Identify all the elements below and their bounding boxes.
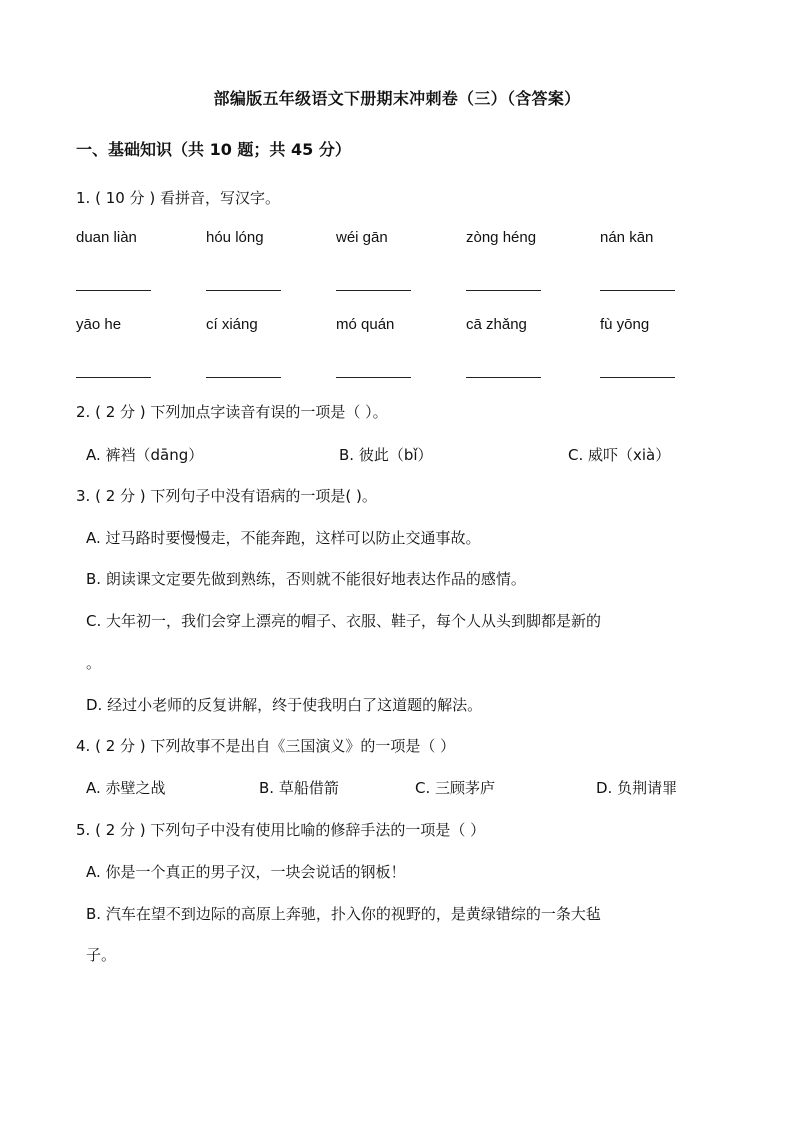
pinyin-item: zòng héng <box>466 229 537 246</box>
answer-blank[interactable] <box>206 290 281 291</box>
option-a[interactable]: A. 过马路时要慢慢走，不能奔跑，这样可以防止交通事故。 <box>86 529 481 547</box>
pinyin-item: cí xiáng <box>206 316 258 333</box>
answer-blank[interactable] <box>206 377 281 378</box>
section-heading: 一、基础知识（共 10 题；共 45 分） <box>76 140 351 159</box>
question-2-stem: 2. ( 2 分 ) 下列加点字读音有误的一项是（ ）。 <box>76 403 388 421</box>
pinyin-item: duan liàn <box>76 229 137 246</box>
page-title: 部编版五年级语文下册期末冲刺卷（三）（含答案） <box>213 89 581 108</box>
answer-blank[interactable] <box>76 377 151 378</box>
option-c[interactable]: C. 大年初一，我们会穿上漂亮的帽子、衣服、鞋子，每个人从头到脚都是新的 <box>86 612 602 630</box>
answer-blank[interactable] <box>466 290 541 291</box>
pinyin-item: nán kān <box>600 229 654 246</box>
option-c-continuation: 。 <box>86 654 102 672</box>
question-4-stem: 4. ( 2 分 ) 下列故事不是出自《三国演义》的一项是（ ） <box>76 737 456 755</box>
question-1-stem: 1. ( 10 分 ) 看拼音，写汉字。 <box>76 189 280 207</box>
option-a[interactable]: A. 赤壁之战 <box>86 779 166 797</box>
pinyin-item: mó quán <box>336 316 395 333</box>
option-c[interactable]: C. 威吓（xià） <box>568 446 671 464</box>
pinyin-item: fù yōng <box>600 316 650 333</box>
pinyin-item: yāo he <box>76 316 122 333</box>
option-b[interactable]: B. 草船借箭 <box>259 779 339 797</box>
pinyin-item: hóu lóng <box>206 229 264 246</box>
option-a[interactable]: A. 你是一个真正的男子汉，一块会说话的钢板！ <box>86 863 406 881</box>
option-b[interactable]: B. 汽车在望不到边际的高原上奔驰，扑入你的视野的，是黄绿错综的一条大毡 <box>86 905 601 923</box>
answer-blank[interactable] <box>336 290 411 291</box>
answer-blank[interactable] <box>76 290 151 291</box>
question-5-stem: 5. ( 2 分 ) 下列句子中没有使用比喻的修辞手法的一项是（ ） <box>76 821 486 839</box>
answer-blank[interactable] <box>600 290 675 291</box>
option-c[interactable]: C. 三顾茅庐 <box>415 779 496 797</box>
answer-blank[interactable] <box>466 377 541 378</box>
option-d[interactable]: D. 经过小老师的反复讲解，终于使我明白了这道题的解法。 <box>86 696 483 714</box>
answer-blank[interactable] <box>600 377 675 378</box>
option-d[interactable]: D. 负荆请罪 <box>596 779 678 797</box>
question-3-stem: 3. ( 2 分 ) 下列句子中没有语病的一项是( )。 <box>76 487 377 505</box>
option-b-continuation: 子。 <box>86 946 117 964</box>
pinyin-item: wéi gān <box>336 229 388 246</box>
pinyin-item: cā zhǎng <box>466 316 527 333</box>
answer-blank[interactable] <box>336 377 411 378</box>
option-b[interactable]: B. 朗读课文定要先做到熟练，否则就不能很好地表达作品的感情。 <box>86 570 526 588</box>
option-a[interactable]: A. 裤裆（dāng） <box>86 446 204 464</box>
option-b[interactable]: B. 彼此（bǐ） <box>339 446 433 464</box>
